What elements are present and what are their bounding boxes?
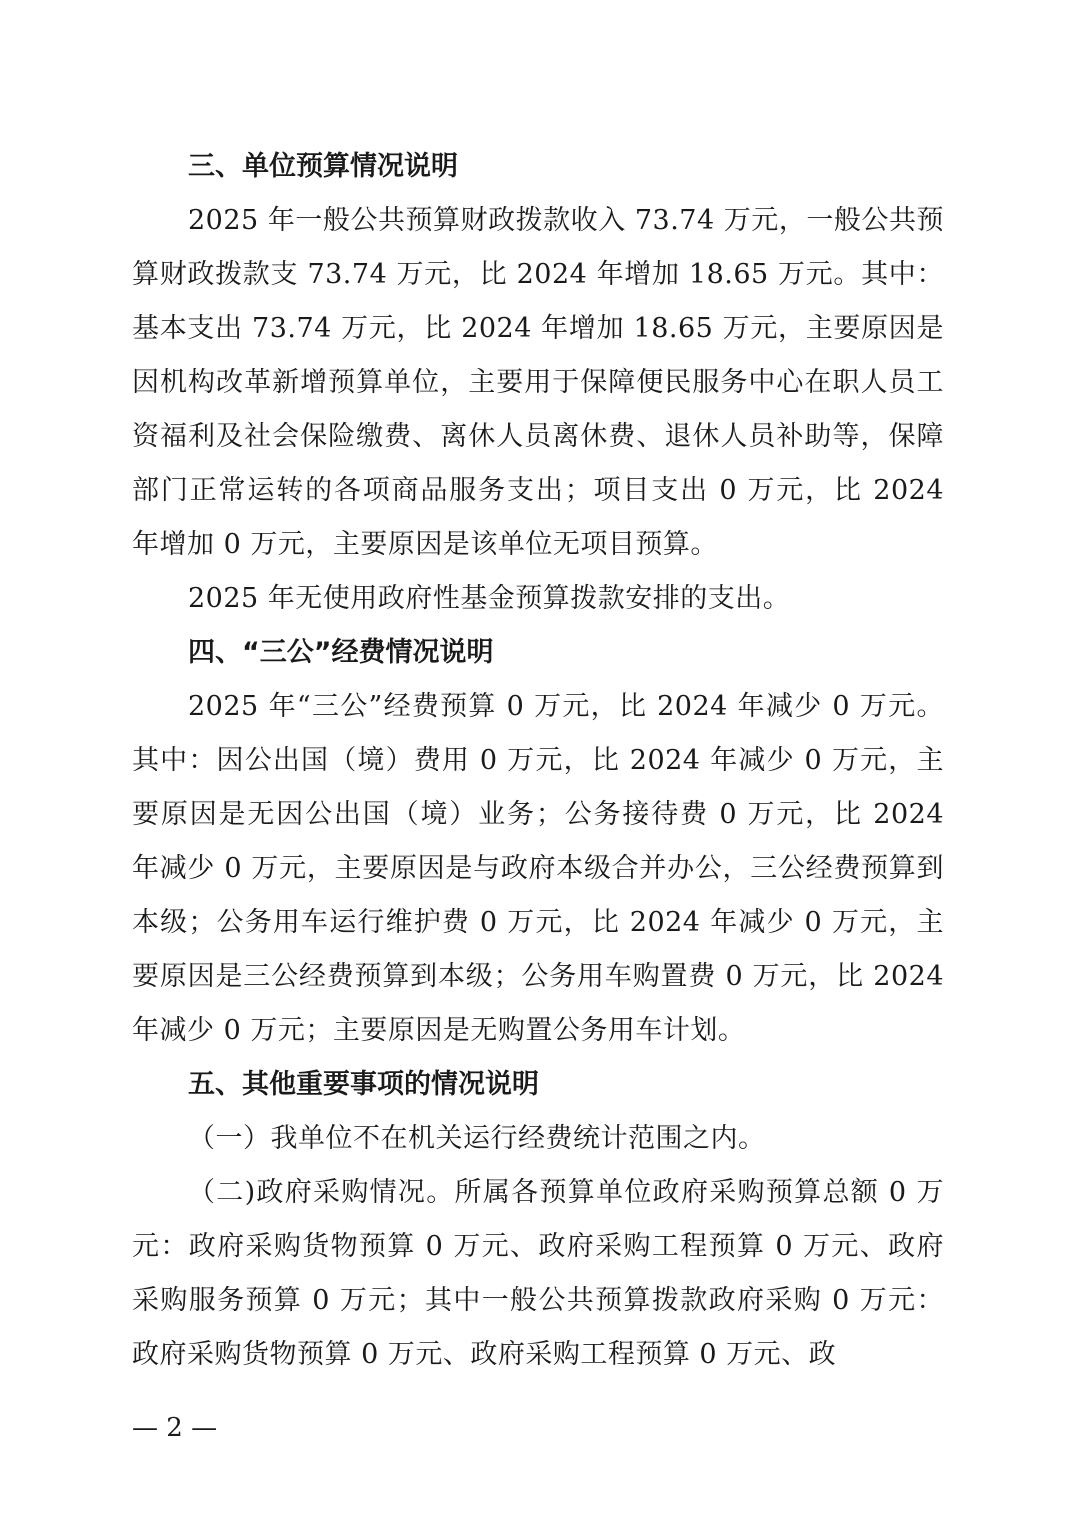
paragraph-procurement: （二)政府采购情况。所属各预算单位政府采购预算总额 0 万元：政府采购货物预算 0 万元、政府采购工程预算 0 万元、政府采购服务预算 0 万元；其中一般公共预算拨款政府采购 0 万元：政府采购货物预算 0 万元、政府采购工程预算 0 万元、政 [132, 1177, 944, 1370]
paragraph-three-public-detail: 2025 年“三公”经费预算 0 万元，比 2024 年减少 0 万元。其中：因公出国（境）费用 0 万元，比 2024 年减少 0 万元，主要原因是无因公出国（境）业务；公务接待费 0 万元，比 2024 年减少 0 万元，主要原因是与政府本级合并办公，三公经费预算到本级；公务用车运行维护费 0 万元，比 2024 年减少 0 万元，主要原因是三公经费预算到本级；公务用车购置费 0 万元，比 2024 年减少 0 万元；主要原因是无购置公务用车计划。 [132, 691, 944, 1046]
page-number: — 2 — [132, 1413, 218, 1443]
document-body [132, 140, 944, 1382]
paragraph-operating-costs: （一）我单位不在机关运行经费统计范围之内。 [188, 1123, 766, 1154]
paragraph-fund-budget: 2025 年无使用政府性基金预算拨款安排的支出。 [188, 583, 791, 614]
section-heading-three-public: 四、“三公”经费情况说明 [188, 637, 494, 668]
section-heading-other-matters: 五、其他重要事项的情况说明 [188, 1069, 539, 1100]
paragraph-budget-detail: 2025 年一般公共预算财政拨款收入 73.74 万元，一般公共预算财政拨款支 73.74 万元，比 2024 年增加 18.65 万元。其中：基本支出 73.74 万元，比 2024 年增加 18.65 万元，主要原因是因机构改革新增预算单位，主要用于保障便民服务中心在职人员工资福利及社会保险缴费、离休人员离休费、退休人员补助等，保障部门正常运转的各项商品服务支出；项目支出 0 万元，比 2024 年增加 0 万元，主要原因是该单位无项目预算。 [132, 205, 944, 560]
section-heading-budget: 三、单位预算情况说明 [188, 151, 458, 182]
